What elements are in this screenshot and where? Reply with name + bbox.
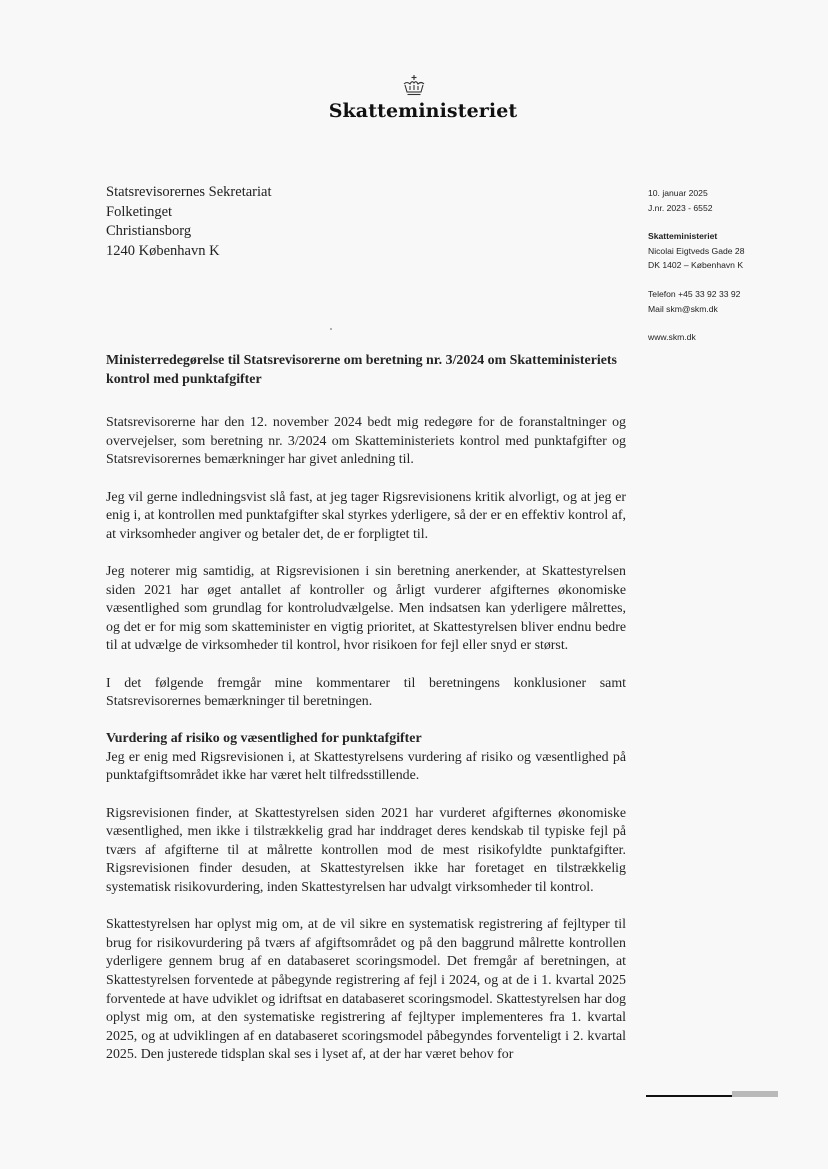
section-heading: Vurdering af risiko og væsentlighed for punktafgifter bbox=[106, 731, 422, 747]
footer-rule bbox=[646, 1091, 778, 1097]
journal-number: J.nr. 2023 - 6552 bbox=[648, 202, 713, 213]
scan-speck bbox=[330, 328, 332, 330]
letter-date: 10. januar 2025 bbox=[648, 188, 708, 198]
address-line: Christiansborg bbox=[106, 223, 192, 240]
body-paragraph: Statsrevisorerne har den 12. november 2024 bedt mig redegøre for de foranstaltninger og overvejelser, som beretning nr. 3/2024 om Skatteministeriets kontrol med punktafgifter og Statsrevisorernes bemærkninger har givet anledning til. bbox=[106, 415, 626, 468]
sender-website: www.skm.dk bbox=[648, 332, 696, 343]
sender-street: Nicolai Eigtveds Gade 28 bbox=[648, 245, 745, 256]
logo-wordmark: Skatteministeriet bbox=[328, 100, 518, 122]
address-line: Statsrevisorernes Sekretariat bbox=[106, 184, 272, 200]
body-paragraph: Skattestyrelsen har oplyst mig om, at de vil sikre en systematisk registrering af fejltyper til brug for risikovurdering på tværs af afgiftsområdet og på den baggrund målrette kontrollen yderligere gennem brug af en databaseret scoringsmodel. Det fremgår af beretningen, at Skattestyrelsen forventede at påbegynde registrering af fejl i 2024, og at de i 1. kvartal 2025 forventede at have udviklet og idriftsat en databaseret scoringsmodel. Skattestyrelsen har dog oplyst mig om, at den systematiske registrering af fejltyper implementeres fra 1. kvartal 2025, og at udviklingen af en databaseret scoringsmodel påbegyndes forventeligt i 2. kvartal 2025. Den justerede tidsplan skal ses i lyset af, at der har været behov for bbox=[106, 917, 626, 1063]
footer-rule-light bbox=[732, 1091, 778, 1097]
sender-phone: Telefon +45 33 92 33 92 bbox=[648, 288, 741, 299]
address-line: Folketinget bbox=[106, 203, 173, 220]
letterhead-logo bbox=[0, 74, 828, 122]
body-paragraph: Jeg er enig med Rigsrevisionen i, at Skattestyrelsens vurdering af risiko og væsentlighed på punktafgiftsområdet ikke har været helt tilfredsstillende. bbox=[106, 749, 626, 784]
sender-city: DK 1402 – København K bbox=[648, 260, 744, 271]
body-paragraph: Jeg vil gerne indledningsvist slå fast, at jeg tager Rigsrevisionens kritik alvorligt, og at jeg er enig i, at kontrollen med punktafgifter skal styrkes yderligere, så der er en effektiv kontrol af, at virksomheder angiver og betaler det, de er forpligtet til. bbox=[106, 489, 626, 542]
body-paragraph: I det følgende fremgår mine kommentarer til beretningens konklusioner samt Statsrevisorernes bemærkninger til beretningen. bbox=[106, 675, 626, 710]
sender-info bbox=[648, 186, 818, 345]
address-line: 1240 København K bbox=[106, 242, 220, 259]
sender-org-name: Skatteministeriet bbox=[648, 231, 718, 242]
body-paragraph: Jeg noterer mig samtidig, at Rigsrevisionen i sin beretning anerkender, at Skattestyrelsen siden 2021 har øget antallet af kontroller og årligt vurderer afgifternes økonomiske væsentlighed som grundlag for kontroludvælgelse. Men indsatsen kan yderligere målrettes, og det er for mig som skatteminister en vigtig prioritet, at Skattestyrelsen bliver endnu bedre til at udvælge de virksomheder til kontrol, hvor risikoen for fejl eller snyd er størst. bbox=[106, 563, 626, 654]
sender-mail: Mail skm@skm.dk bbox=[648, 303, 718, 314]
recipient-address bbox=[106, 183, 271, 261]
crown-icon bbox=[401, 74, 427, 98]
footer-rule-dark bbox=[646, 1095, 732, 1097]
letter-title: Ministerredegørelse til Statsrevisorerne om beretning nr. 3/2024 om Skatteministeriets kontrol med punktafgifter bbox=[106, 353, 617, 387]
body-paragraph: Rigsrevisionen finder, at Skattestyrelsen siden 2021 har vurderet afgifternes økonomiske væsentlighed, men ikke i tilstrækkelig grad har inddraget deres kendskab til typiske fejl på tværs af afgifterne til at målrette kontrollen mod de mest risikofyldte punktafgifter. Rigsrevisionen finder desuden, at Skattestyrelsen ikke har foretaget en tilstrækkelig systematisk risikovurdering, inden Skattestyrelsen har udvalgt virksomheder til kontrol. bbox=[106, 805, 626, 896]
letter-body bbox=[106, 352, 626, 1084]
